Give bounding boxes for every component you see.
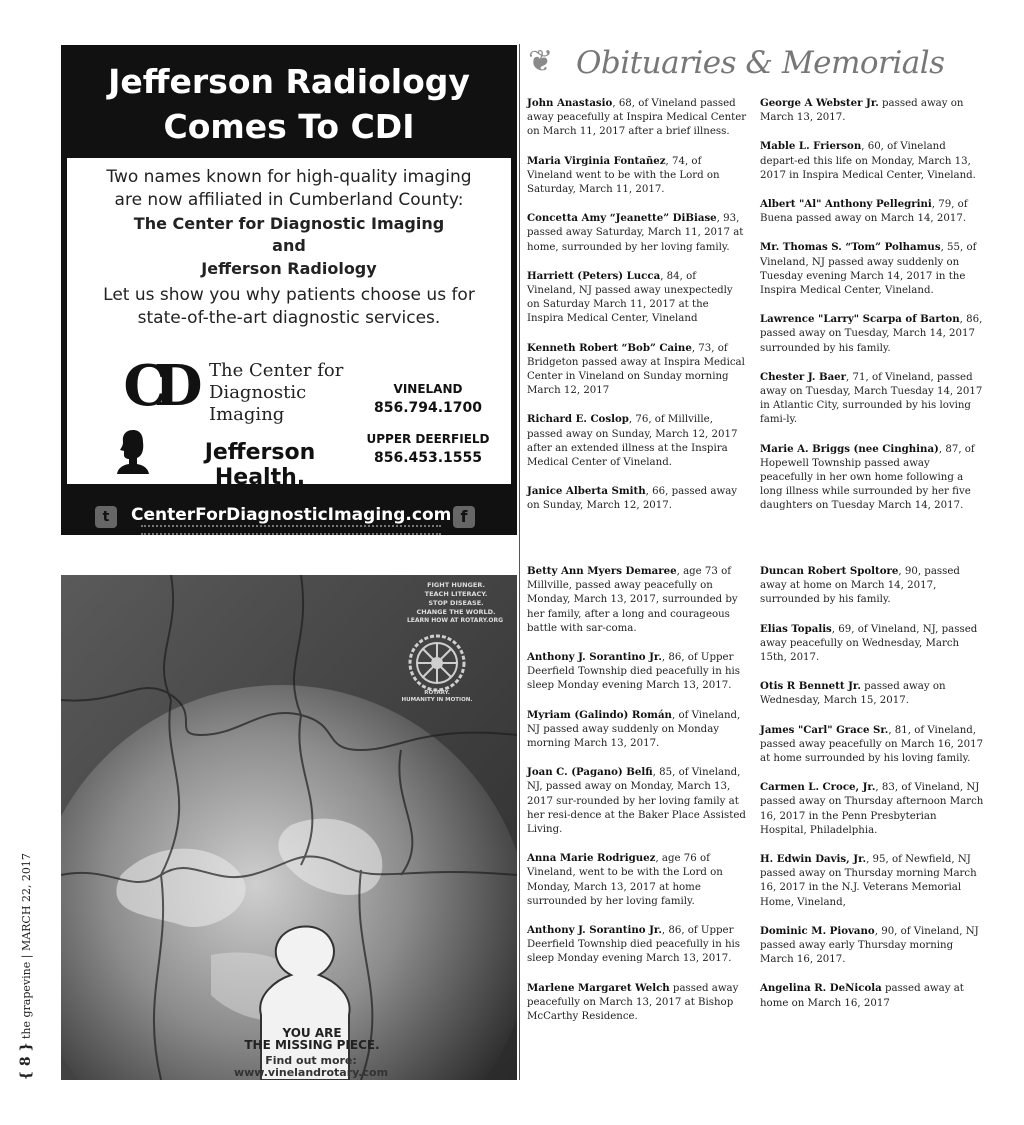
jefferson-silhouette-icon	[115, 428, 151, 474]
obituary-entry	[760, 924, 984, 968]
obituary-entry	[760, 679, 984, 708]
obituary-entry	[760, 780, 984, 838]
obituary-entry	[760, 442, 984, 514]
find-out-more	[201, 1055, 421, 1079]
obituary-entry	[527, 154, 747, 198]
rotary-wheel-icon	[407, 633, 467, 693]
cdi-advertisement	[61, 45, 517, 535]
obituary-text: passed away on Wednesday, March 15, 2017.	[760, 681, 946, 707]
location-city: UPPER DEERFIELD	[366, 432, 490, 446]
deceased-name: Carmen L. Croce, Jr.	[760, 781, 876, 794]
obituary-text: , 84, of Vineland, NJ passed away unexpectedly on Saturday March 11, 2017 at the Inspira Medical Center, Vineland	[527, 270, 733, 325]
deceased-name: H. Edwin Davis, Jr.	[760, 853, 867, 866]
obituary-entry	[760, 96, 984, 125]
cdi-logo	[111, 353, 351, 425]
section-title: Obituaries & Memorials	[576, 45, 945, 81]
deceased-name: Janice Alberta Smith	[527, 485, 646, 498]
obituary-entry	[527, 708, 747, 752]
deceased-name: Myriam (Galindo) Román	[527, 708, 672, 721]
cdi-logo-name	[209, 360, 351, 426]
obituary-entry	[760, 981, 984, 1010]
deceased-name: Otis R Bennett Jr.	[760, 680, 861, 693]
motto-line: ROTARY.	[424, 690, 450, 696]
rotary-slogan	[401, 581, 511, 617]
obituary-entry	[527, 96, 747, 140]
slogan-line: STOP DISEASE.	[428, 599, 484, 607]
deceased-name: Marie A. Briggs (nee Cinghina)	[760, 442, 939, 455]
obituary-entry	[527, 412, 747, 470]
obituary-entry	[527, 851, 747, 909]
ad-intro	[67, 166, 511, 212]
deceased-name: James "Carl" Grace Sr.	[760, 723, 889, 736]
obituaries-column-2	[760, 96, 984, 1025]
obituary-entry	[527, 981, 747, 1025]
deceased-name: Mable L. Frierson	[760, 140, 862, 153]
obituary-text: , of Vineland, NJ passed away suddenly on Monday morning March 13, 2017.	[527, 709, 741, 750]
deceased-name: Maria Virginia Fontañez	[527, 154, 666, 167]
intro-line-2: are now affiliated in Cumberland County:	[114, 190, 464, 210]
obituary-entry	[760, 139, 984, 183]
obituary-text: , 93, passed away Saturday, March 11, 2017 at home, surrounded by her loving family.	[527, 213, 744, 253]
deceased-name: Mr. Thomas S. “Tom” Polhamus	[760, 241, 941, 254]
deceased-name: Anthony J. Sorantino Jr.	[527, 924, 662, 937]
headline-line-2: Comes To CDI	[163, 107, 415, 146]
obituary-text: , 95, of Newfield, NJ passed away on Thursday morning March 16, 2017 in the N.J. Veterans Memorial Home, Vineland,	[760, 854, 977, 908]
column-divider	[519, 44, 520, 1080]
obituary-text: , 86, passed away on Tuesday, March 14, 2017 surrounded by his family.	[760, 314, 983, 354]
facebook-icon[interactable]: f	[453, 506, 475, 528]
rotary-motto	[397, 690, 477, 704]
jefferson-health-name: Jefferson Health.	[204, 440, 316, 490]
motto-line: HUMANITY IN MOTION.	[401, 697, 473, 703]
obituary-text: , 87, of Hopewell Township passed away peacefully in her own home following a long illness while surrounded by her five daughters on Tuesday March 14, 2017.	[760, 443, 975, 512]
obituary-entry	[760, 197, 984, 226]
website-link[interactable]: CenterForDiagnosticImaging.com	[131, 505, 452, 525]
org-cdi-name: The Center for Diagnostic Imaging	[133, 214, 445, 233]
rotary-learn-link: LEARN HOW AT ROTARY.ORG	[406, 617, 504, 624]
cdi-logo-name-line-1: The Center for	[209, 360, 344, 381]
obituary-text: , 68, of Vineland passed away peacefully at Inspira Medical Center on March 11, 2017 after a brief illness.	[527, 98, 747, 138]
obituary-entry	[760, 723, 984, 767]
deceased-name: Concetta Amy “Jeanette” DiBiase	[527, 212, 717, 225]
deceased-name: Marlene Margaret Welch	[527, 981, 670, 994]
section-header	[528, 44, 1008, 84]
locations-list	[363, 380, 493, 480]
obituary-text: passed away on March 13, 2017.	[760, 98, 964, 124]
twitter-icon[interactable]: t	[95, 506, 117, 528]
cta-line-2: state-of-the-art diagnostic services.	[137, 308, 441, 328]
obituary-text: , 86, of Upper Deerfield Township died peacefully in his sleep Monday evening March 13, 2017.	[527, 925, 741, 965]
floral-ornament-icon: ❦	[528, 44, 554, 79]
publication-date: the grapevine | MARCH 22, 2017	[20, 853, 33, 1039]
org-jefferson-name: Jefferson Radiology	[201, 259, 377, 278]
deceased-name: Kenneth Robert “Bob” Caine	[527, 341, 692, 354]
cdi-logo-name-line-2: Diagnostic Imaging	[209, 382, 307, 425]
and-text: and	[272, 236, 306, 255]
missing-line: THE MISSING PIECE.	[244, 1038, 380, 1052]
obituary-text: , 85, of Vineland, NJ, passed away on Monday, March 13, 2017 sur-rounded by her loving family at her resi-dence at the Baker Place Assisted Living.	[527, 767, 746, 836]
ad-body	[67, 158, 511, 490]
obituary-entry	[527, 341, 747, 399]
page-number: { 8 }	[18, 1042, 34, 1080]
obituary-text: , 86, of Upper Deerfield Township died peacefully in his sleep Monday evening March 13, 2017.	[527, 652, 741, 692]
fineprint-bar	[141, 525, 441, 535]
missing-line: YOU ARE	[282, 1026, 342, 1040]
findout-label: Find out more:	[265, 1054, 357, 1067]
obituary-text: , 90, passed away at home on March 14, 2017, surrounded by his family.	[760, 566, 960, 606]
obituary-entry	[760, 370, 984, 428]
obituary-text: passed away at home on March 16, 2017	[760, 983, 964, 1009]
obituary-text: , 73, of Bridgeton passed away at Inspira Medical Center in Vineland on Sunday morning March 12, 2017	[527, 342, 745, 397]
deceased-name: Harriett (Peters) Lucca	[527, 269, 661, 282]
obituary-text: , 55, of Vineland, NJ passed away suddenly on Tuesday evening March 14, 2017 in the Inspira Medical Center, Vineland.	[760, 242, 977, 297]
missing-piece-text	[237, 1027, 387, 1051]
obituary-text: , 66, passed away on Sunday, March 12, 2017.	[527, 486, 738, 512]
deceased-name: Elias Topalis	[760, 622, 832, 635]
obituary-text: , 71, of Vineland, passed away on Tuesday, March Tuesday 14, 2017 in Atlantic City, surrounded by his loving fami-ly.	[760, 371, 983, 426]
obituary-text: , age 73 of Millville, passed away peacefully on Monday, March 13, 2017, surrounded by her family, after a long and courageous battle with sar-coma.	[527, 566, 738, 634]
obituary-entry	[527, 269, 747, 327]
obituary-text: , age 76 of Vineland, went to be with the Lord on Monday, March 13, 2017 at home surrounded by her loving family.	[527, 853, 723, 907]
obituary-text: , 74, of Vineland went to be with the Lord on Saturday, March 11, 2017.	[527, 155, 720, 196]
deceased-name: Betty Ann Myers Demaree	[527, 565, 677, 577]
obituary-entry	[760, 852, 984, 910]
deceased-name: Joan C. (Pagano) Belfi	[527, 766, 653, 779]
location-phone: 856.453.1555	[373, 450, 483, 466]
obituary-entry	[527, 211, 747, 255]
cta-line-1: Let us show you why patients choose us for	[103, 285, 475, 305]
ad-headline	[61, 59, 517, 149]
obituary-text: , 83, of Vineland, NJ passed away on Thursday afternoon March 16, 2017 in the Penn Presbyterian Hospital, Philadelphia.	[760, 782, 984, 836]
deceased-name: Albert "Al" Anthony Pellegrini	[760, 198, 932, 211]
obituary-text: , 76, of Millville, passed away on Sunday, March 12, 2017 after an extended illness at the Inspira Medical Center of Vineland.	[527, 414, 738, 469]
slogan-line: CHANGE THE WORLD.	[416, 608, 496, 616]
obituary-text: , 81, of Vineland, passed away peacefully on March 16, 2017 at home surrounded by his loving family.	[760, 724, 984, 765]
rotary-website-link[interactable]: www.vinelandrotary.com	[233, 1066, 389, 1079]
deceased-name: Dominic M. Piovano	[760, 924, 875, 937]
obituary-text: passed away peacefully on March 13, 2017 at Bishop McCarthy Residence.	[527, 982, 739, 1023]
ad-cta	[67, 284, 511, 330]
obituary-text: , 69, of Vineland, NJ, passed away peacefully on Wednesday, March 15th, 2017.	[760, 623, 978, 664]
deceased-name: Anthony J. Sorantino Jr.	[527, 651, 662, 664]
obituary-text: , 60, of Vineland depart-ed this life on Monday, March 13, 2017 in Inspira Medical Center, Vineland.	[760, 141, 976, 181]
obituary-entry	[527, 923, 747, 967]
slogan-line: FIGHT HUNGER.	[427, 581, 485, 589]
rotary-advertisement	[61, 575, 517, 1080]
obituary-entry	[760, 312, 984, 356]
obituary-entry	[760, 564, 984, 608]
location-phone: 856.794.1700	[373, 400, 483, 416]
deceased-name: Richard E. Coslop	[527, 413, 629, 426]
slogan-line: TEACH LITERACY.	[424, 590, 488, 598]
obituary-entry	[760, 240, 984, 298]
deceased-name: Anna Marie Rodriguez	[527, 852, 656, 865]
deceased-name: Lawrence "Larry" Scarpa of Barton	[760, 313, 960, 326]
deceased-name: Chester J. Baer	[760, 370, 847, 383]
deceased-name: George A Webster Jr.	[760, 97, 879, 109]
deceased-name: Duncan Robert Spoltore	[760, 565, 899, 577]
jefferson-health-logo	[111, 428, 361, 490]
cdi-logo-mark: CD	[123, 353, 189, 419]
obituary-entry	[527, 765, 747, 837]
page-folio	[18, 853, 48, 1080]
intro-line-1: Two names known for high-quality imaging	[106, 167, 472, 187]
obituary-text: , 79, of Buena passed away on March 14, 2017.	[760, 199, 968, 225]
deceased-name: John Anastasio	[527, 97, 613, 109]
headline-line-1: Jefferson Radiology	[108, 62, 470, 101]
obituary-text: , 90, of Vineland, NJ passed away early Thursday morning March 16, 2017.	[760, 925, 979, 966]
obituary-entry	[527, 484, 747, 513]
obituary-entry	[527, 650, 747, 694]
obituary-entry	[527, 564, 747, 636]
deceased-name: Angelina R. DeNicola	[760, 982, 882, 995]
obituary-entry	[760, 622, 984, 666]
obituaries-column-1	[527, 96, 747, 1038]
location-city: VINELAND	[393, 382, 463, 396]
